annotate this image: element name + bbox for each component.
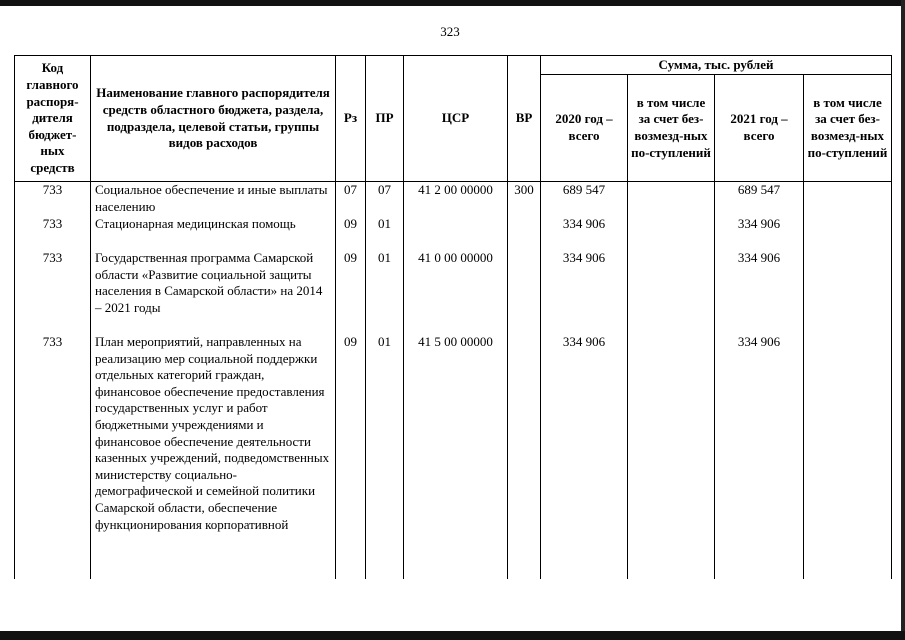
header-2020-free: в том числе за счет без-возмезд-ных по-ступлений — [628, 75, 715, 182]
header-sum-group: Сумма, тыс. рублей — [541, 56, 892, 75]
header-pr: ПР — [366, 56, 404, 182]
cell-2020-total: 689 547 — [541, 182, 628, 217]
cell-2021-total: 334 906 — [715, 334, 804, 579]
cell-pr: 01 — [366, 216, 404, 250]
header-name: Наименование главного распорядителя средств областного бюджета, раздела, подраздела, целевой статьи, группы видов расходов — [91, 56, 336, 182]
cell-2020-free — [628, 182, 715, 217]
cell-csr: 41 5 00 00000 — [404, 334, 508, 579]
cell-2020-total: 334 906 — [541, 334, 628, 579]
cell-rz: 07 — [336, 182, 366, 217]
header-vr: ВР — [508, 56, 541, 182]
cell-vr — [508, 334, 541, 579]
cell-csr: 41 2 00 00000 — [404, 182, 508, 217]
cell-2020-free — [628, 250, 715, 334]
scan-border-top — [0, 0, 905, 6]
cell-name: Стационарная медицинская помощь — [91, 216, 336, 250]
header-csr: ЦСР — [404, 56, 508, 182]
cell-csr — [404, 216, 508, 250]
cell-rz: 09 — [336, 250, 366, 334]
table-header-row — [15, 56, 892, 75]
cell-pr: 07 — [366, 182, 404, 217]
cell-name: Государственная программа Самарской области «Развитие социальной защиты населения в Самарской области» на 2014 – 2021 годы — [91, 250, 336, 334]
page-number: 323 — [440, 24, 460, 39]
cell-name: Социальное обеспечение и иные выплаты населению — [91, 182, 336, 217]
budget-table — [14, 55, 892, 579]
cell-2020-free — [628, 334, 715, 579]
header-rz: Рз — [336, 56, 366, 182]
cell-vr: 300 — [508, 182, 541, 217]
cell-2021-total: 334 906 — [715, 216, 804, 250]
cell-code: 733 — [15, 250, 91, 334]
cell-2021-free — [804, 216, 892, 250]
scan-border-right — [901, 0, 905, 640]
cell-2020-total: 334 906 — [541, 250, 628, 334]
cell-code: 733 — [15, 334, 91, 579]
cell-rz: 09 — [336, 216, 366, 250]
table-row — [15, 334, 892, 579]
table-row — [15, 250, 892, 334]
cell-vr — [508, 216, 541, 250]
cell-2021-free — [804, 250, 892, 334]
cell-2021-free — [804, 334, 892, 579]
cell-name: План мероприятий, направленных на реализацию мер социальной поддержки отдельных категорий граждан, финансовое обеспечение предоставления государственных услуг и работ бюджетными учреждениями и финансовое обеспечение деятельности казенных учреждений, подведомственных министерству социально-демографической и семейной политики Самарской области, обеспечение функционирования корпоративной — [91, 334, 336, 579]
cell-2020-free — [628, 216, 715, 250]
cell-2020-total: 334 906 — [541, 216, 628, 250]
cell-code: 733 — [15, 216, 91, 250]
header-2021-total: 2021 год – всего — [715, 75, 804, 182]
header-2020-total: 2020 год – всего — [541, 75, 628, 182]
cell-code: 733 — [15, 182, 91, 217]
cell-pr: 01 — [366, 334, 404, 579]
cell-pr: 01 — [366, 250, 404, 334]
cell-2021-total: 689 547 — [715, 182, 804, 217]
scan-border-bottom — [0, 631, 905, 640]
header-2021-free: в том числе за счет без-возмезд-ных по-ступлений — [804, 75, 892, 182]
cell-csr: 41 0 00 00000 — [404, 250, 508, 334]
cell-vr — [508, 250, 541, 334]
table-row — [15, 216, 892, 250]
cell-2021-total: 334 906 — [715, 250, 804, 334]
cell-rz: 09 — [336, 334, 366, 579]
cell-2021-free — [804, 182, 892, 217]
header-code: Код главного распоря-дителя бюджет-ных средств — [15, 56, 91, 182]
table-row — [15, 182, 892, 217]
